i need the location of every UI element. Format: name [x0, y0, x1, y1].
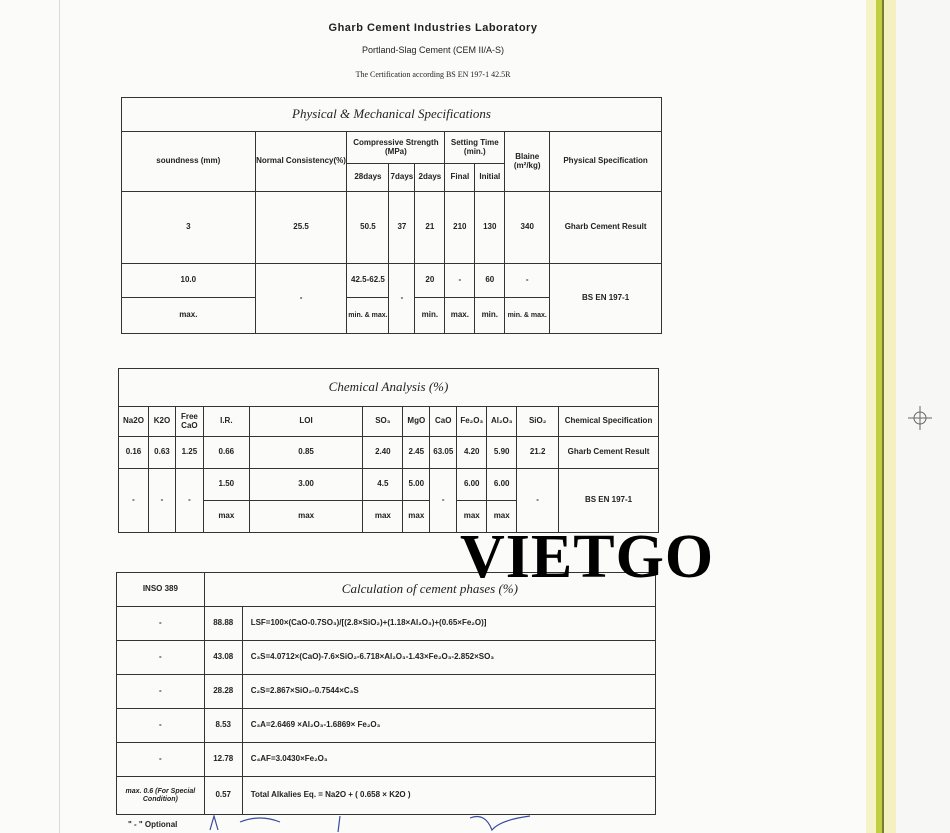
cell: 21	[415, 192, 445, 264]
cell: max	[363, 501, 403, 533]
table-row	[119, 469, 659, 501]
cell: 0.63	[148, 437, 175, 469]
header-final: Final	[445, 164, 475, 192]
cell: 4.5	[363, 469, 403, 501]
cement-phases-table	[116, 572, 656, 815]
header-chemical-spec: Chemical Specification	[559, 407, 659, 437]
cell: 43.08	[204, 641, 242, 675]
cell: 50.5	[347, 192, 389, 264]
cell: -	[517, 469, 559, 533]
header-na2o: Na2O	[119, 407, 149, 437]
header-fe2o3: Fe₂O₃	[457, 407, 487, 437]
cell: -	[117, 743, 205, 777]
optional-note: " - " Optional	[128, 820, 178, 829]
physical-specifications-table	[121, 97, 662, 334]
physical-caption: Physical & Mechanical Specifications	[122, 98, 662, 132]
lab-title: Gharb Cement Industries Laboratory	[328, 22, 538, 34]
cell: 210	[445, 192, 475, 264]
cell: 60	[475, 264, 505, 298]
cell: 1.50	[203, 469, 249, 501]
product-title: Portland-Slag Cement (CEM II/A-S)	[361, 45, 505, 55]
cell: 25.5	[255, 192, 347, 264]
header-consistency: Normal Consistency(%)	[255, 132, 347, 192]
table-row	[117, 777, 656, 815]
cell: 20	[415, 264, 445, 298]
table-row	[119, 437, 659, 469]
formula: LSF=100×(CaO-0.7SO₃)/[(2.8×SiO₂)+(1.18×Al₂O₃)+(0.65×Fe₂O)]	[242, 607, 655, 641]
cell: 0.66	[203, 437, 249, 469]
table-row	[117, 607, 656, 641]
table-row	[122, 192, 662, 264]
header-setting-time: Setting Time (min.)	[445, 132, 505, 164]
signature-icon	[200, 812, 560, 833]
cell: 0.16	[119, 437, 149, 469]
cell: 5.00	[403, 469, 430, 501]
header-7days: 7days	[389, 164, 415, 192]
cell: min. & max.	[347, 298, 389, 334]
cell: 63.05	[430, 437, 457, 469]
header-cao: CaO	[430, 407, 457, 437]
formula: Total Alkalies Eq. = Na2O + ( 0.658 × K2O )	[242, 777, 655, 815]
crosshair-mark-icon	[908, 406, 932, 430]
table-row	[117, 709, 656, 743]
cell: 42.5-62.5	[347, 264, 389, 298]
header-compressive: Compressive Strength (MPa)	[347, 132, 445, 164]
binder-strip	[866, 0, 876, 833]
chemical-caption: Chemical Analysis (%)	[119, 369, 659, 407]
header-inso: INSO 389	[117, 573, 205, 607]
cell: 21.2	[517, 437, 559, 469]
cell: -	[117, 709, 205, 743]
cell: 2.40	[363, 437, 403, 469]
cell: -	[255, 264, 347, 334]
cell: max	[457, 501, 487, 533]
header-physical-spec: Physical Specification	[550, 132, 662, 192]
cell: 2.45	[403, 437, 430, 469]
cell: -	[175, 469, 203, 533]
cell: BS EN 197-1	[550, 264, 662, 334]
cell: 130	[475, 192, 505, 264]
cell: max. 0.6 (For Special Condition)	[117, 777, 205, 815]
cell: Gharb Cement Result	[550, 192, 662, 264]
phases-caption: Calculation of cement phases (%)	[204, 573, 655, 607]
formula: C₄AF=3.0430×Fe₂O₃	[242, 743, 655, 777]
cell: -	[117, 675, 205, 709]
header-28days: 28days	[347, 164, 389, 192]
header-k2o: K2O	[148, 407, 175, 437]
header-free-cao: Free CaO	[175, 407, 203, 437]
cell: 0.85	[249, 437, 363, 469]
cell: max	[249, 501, 363, 533]
table-row	[117, 675, 656, 709]
cell: min.	[475, 298, 505, 334]
cell: max.	[445, 298, 475, 334]
certification-line: The Certification according BS EN 197-1 42.5R	[355, 70, 511, 79]
header-soundness: soundness (mm)	[122, 132, 256, 192]
cell: 88.88	[204, 607, 242, 641]
cell: 5.90	[487, 437, 517, 469]
header-so3: SO₃	[363, 407, 403, 437]
cell: max	[203, 501, 249, 533]
header-initial: Initial	[475, 164, 505, 192]
cell: 3	[122, 192, 256, 264]
cell: 37	[389, 192, 415, 264]
header-sio2: SiO₂	[517, 407, 559, 437]
cell: 1.25	[175, 437, 203, 469]
cell: max	[487, 501, 517, 533]
cell: 340	[505, 192, 550, 264]
cell: 6.00	[487, 469, 517, 501]
cell: max	[403, 501, 430, 533]
header-loi: LOI	[249, 407, 363, 437]
cell: 28.28	[204, 675, 242, 709]
cell: min. & max.	[505, 298, 550, 334]
table-row	[117, 743, 656, 777]
header-blaine: Blaine (m²/kg)	[505, 132, 550, 192]
cell: -	[119, 469, 149, 533]
header-al2o3: Al₂O₃	[487, 407, 517, 437]
cell: -	[148, 469, 175, 533]
chemical-analysis-table	[118, 368, 659, 533]
cell: -	[445, 264, 475, 298]
header-mgo: MgO	[403, 407, 430, 437]
cell: max.	[122, 298, 256, 334]
table-row	[122, 264, 662, 298]
cell: 10.0	[122, 264, 256, 298]
cell: BS EN 197-1	[559, 469, 659, 533]
formula: C₃A=2.6469 ×Al₂O₃-1.6869× Fe₂O₃	[242, 709, 655, 743]
cell: -	[117, 607, 205, 641]
cell: -	[430, 469, 457, 533]
cell: 12.78	[204, 743, 242, 777]
header-ir: I.R.	[203, 407, 249, 437]
cell: 4.20	[457, 437, 487, 469]
formula: C₂S=2.867×SiO₂-0.7544×C₃S	[242, 675, 655, 709]
cell: 0.57	[204, 777, 242, 815]
cell: 8.53	[204, 709, 242, 743]
header-2days: 2days	[415, 164, 445, 192]
cell: min.	[415, 298, 445, 334]
cell: Gharb Cement Result	[559, 437, 659, 469]
binder-strip	[884, 0, 896, 833]
cell: -	[117, 641, 205, 675]
formula: C₃S=4.0712×(CaO)-7.6×SiO₂-6.718×Al₂O₃-1.43×Fe₂O₃-2.852×SO₃	[242, 641, 655, 675]
vietgo-watermark: VIETGO	[460, 523, 715, 591]
cell: 3.00	[249, 469, 363, 501]
cell: -	[389, 264, 415, 334]
cell: -	[505, 264, 550, 298]
table-row	[117, 641, 656, 675]
cell: 6.00	[457, 469, 487, 501]
scan-edge-line	[59, 0, 60, 833]
